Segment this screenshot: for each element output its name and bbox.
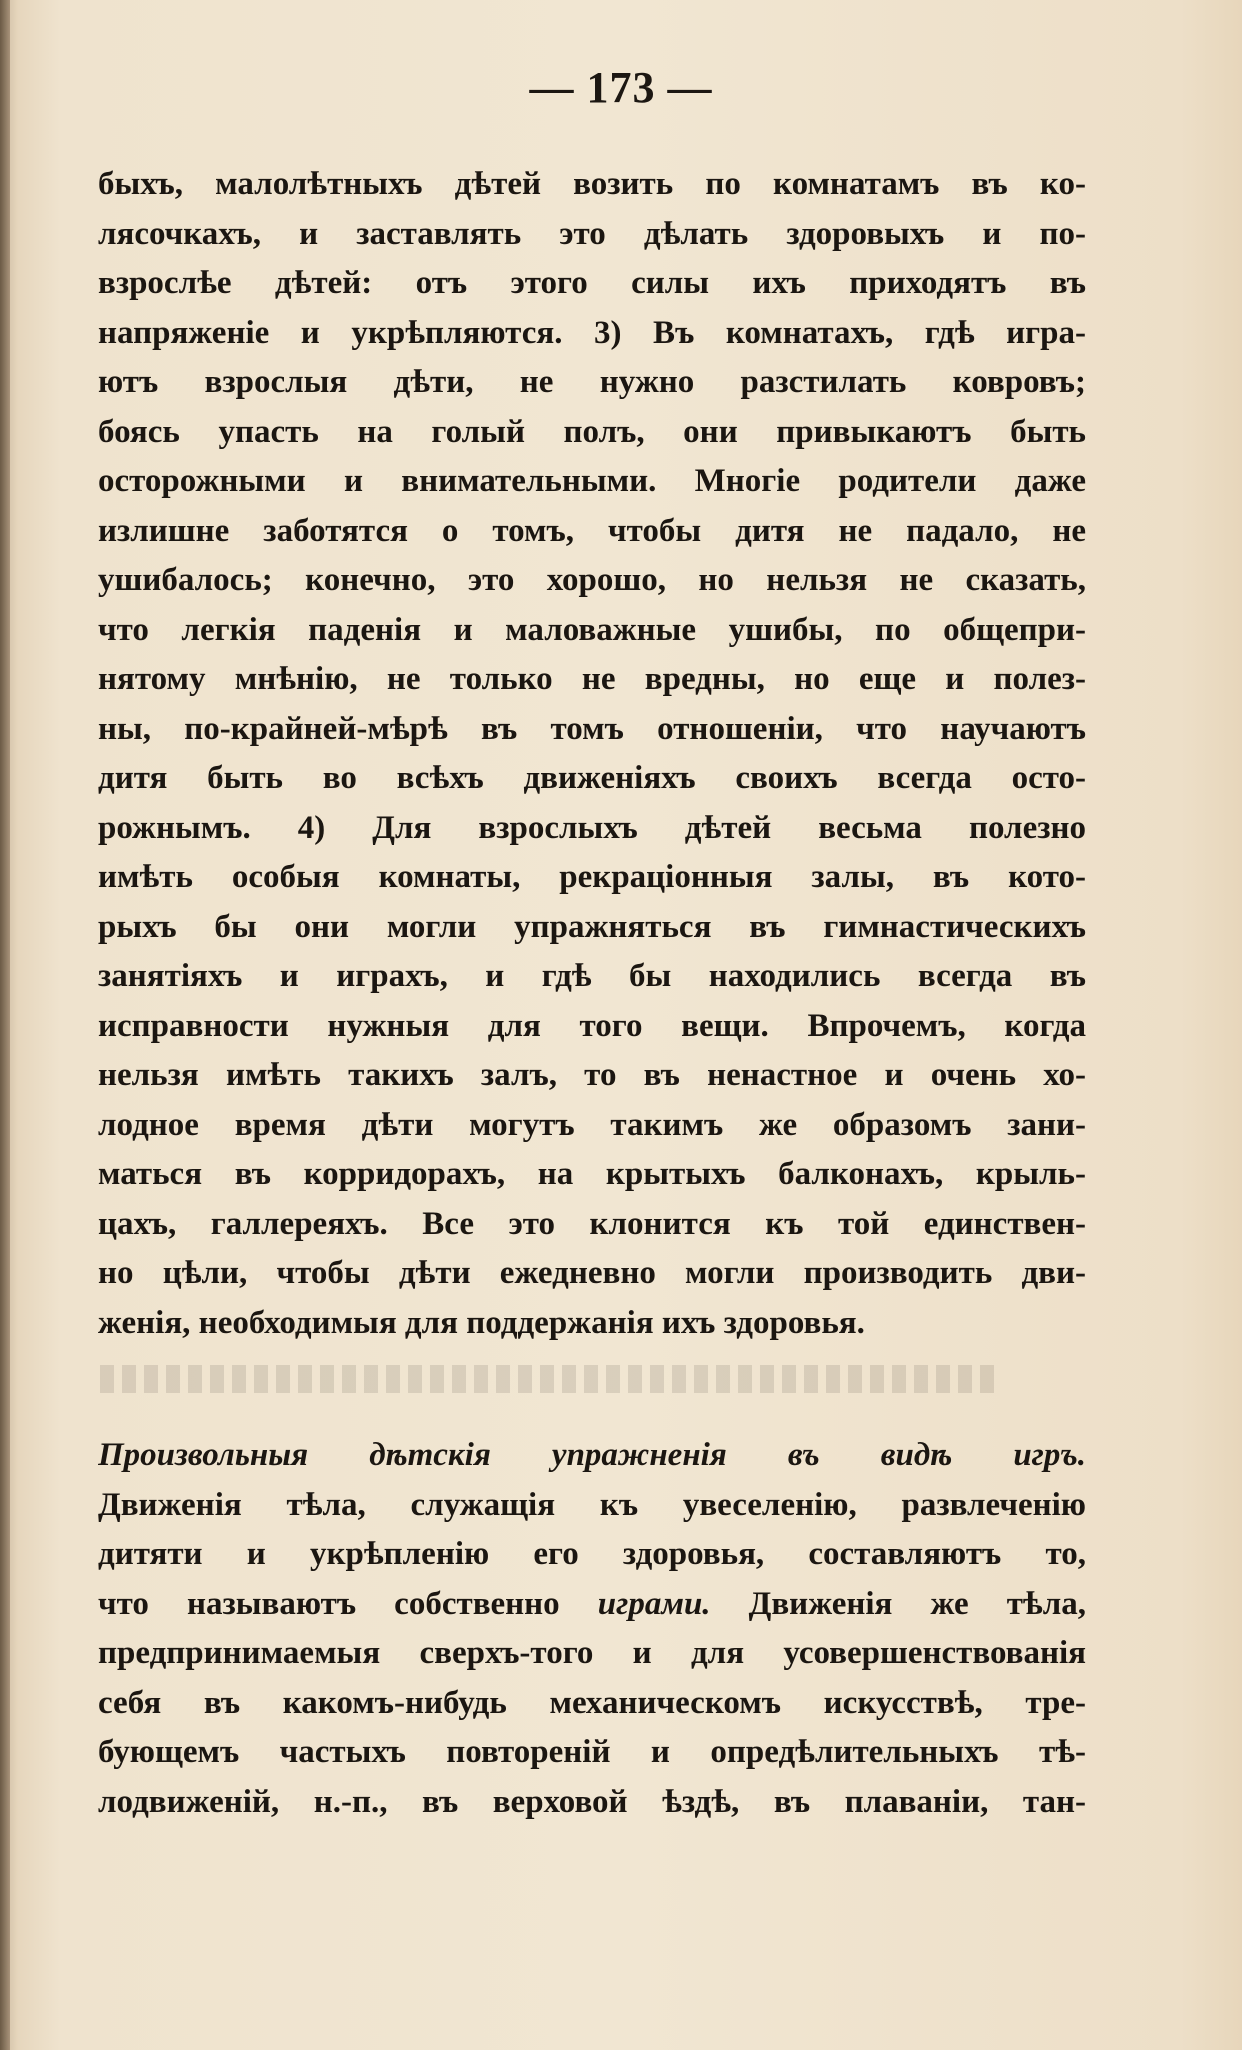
text-line: лясочкахъ, и заставлять это дѣлать здоровыхъ и по-: [98, 215, 1086, 252]
text-line: ютъ взрослыя дѣти, не нужно разстилать ковровъ;: [98, 364, 1086, 400]
text-line: но цѣли, чтобы дѣти ежедневно могли производить дви-: [98, 1255, 1086, 1291]
page-spine-shadow: [0, 0, 10, 2050]
text-line: излишне заботятся о томъ, чтобы дитя не падало, не: [98, 512, 1086, 549]
text-line: ушибалось; конечно, это хорошо, но нельзя не сказать,: [98, 562, 1086, 598]
text-fragment: Движенія же тѣла,: [748, 1585, 1086, 1622]
text-line: ны, по-крайней-мѣрѣ въ томъ отношеніи, что научаютъ: [98, 710, 1086, 747]
text-line: Движенія тѣла, служащія къ увеселенію, развлеченію: [98, 1486, 1086, 1523]
text-line: исправности нужныя для того вещи. Впрочемъ, когда: [98, 1007, 1086, 1044]
text-line-with-italic: [98, 1580, 1086, 1630]
text-line: дитя быть во всѣхъ движеніяхъ своихъ всегда осто-: [98, 760, 1086, 796]
section-heading: Произвольныя дѣтскія упражненія въ видѣ игръ.: [98, 1437, 1086, 1473]
text-line: осторожными и внимательными. Многіе родители даже: [98, 463, 1086, 499]
text-line: что легкія паденія и маловажные ушибы, по общепри-: [98, 611, 1086, 648]
text-line: боясь упасть на голый полъ, они привыкаютъ быть: [98, 413, 1086, 450]
text-line: напряженіе и укрѣпляются. 3) Въ комнатахъ, гдѣ игра-: [98, 314, 1086, 351]
text-line: предпринимаемыя сверхъ-того и для усовершенствованія: [98, 1635, 1086, 1671]
text-line: нятому мнѣнію, не только не вредны, но еще и полез-: [98, 661, 1086, 697]
text-line: дитяти и укрѣпленію его здоровья, составляютъ то,: [98, 1536, 1086, 1572]
text-line: цахъ, галлереяхъ. Все это клонится къ той единствен-: [98, 1205, 1086, 1242]
body-text: [98, 160, 1086, 1827]
text-fragment: что называютъ собственно: [98, 1585, 560, 1622]
text-line: себя въ какомъ-нибудь механическомъ искусствѣ, тре-: [98, 1684, 1086, 1721]
text-line: женія, необходимыя для поддержанія ихъ здоровья.: [98, 1304, 865, 1341]
paragraph-1: [98, 160, 1086, 1348]
italic-term: играми.: [597, 1585, 711, 1622]
text-line: имѣть особыя комнаты, рекраціонныя залы, въ кото-: [98, 859, 1086, 895]
section-games: [98, 1431, 1086, 1827]
text-line: нельзя имѣть такихъ залъ, то въ ненастное и очень хо-: [98, 1057, 1086, 1093]
text-line: маться въ корридорахъ, на крытыхъ балконахъ, крыль-: [98, 1156, 1086, 1192]
text-line: лодное время дѣти могутъ такимъ же образомъ зани-: [98, 1106, 1086, 1143]
paragraph-gap: [98, 1348, 1086, 1431]
text-line: рожнымъ. 4) Для взрослыхъ дѣтей весьма полезно: [98, 809, 1086, 846]
text-line: занятіяхъ и играхъ, и гдѣ бы находились всегда въ: [98, 958, 1086, 994]
text-line: взрослѣе дѣтей: отъ этого силы ихъ приходятъ въ: [98, 265, 1086, 301]
page-number: — 173 —: [529, 63, 713, 112]
text-line: рыхъ бы они могли упражняться въ гимнастическихъ: [98, 908, 1086, 945]
text-line: бующемъ частыхъ повтореній и опредѣлительныхъ тѣ-: [98, 1734, 1086, 1770]
text-line: быхъ, малолѣтныхъ дѣтей возить по комнатамъ въ ко-: [98, 166, 1086, 202]
text-line: лодвиженій, н.-п., въ верховой ѣздѣ, въ плаваніи, тан-: [98, 1783, 1086, 1820]
